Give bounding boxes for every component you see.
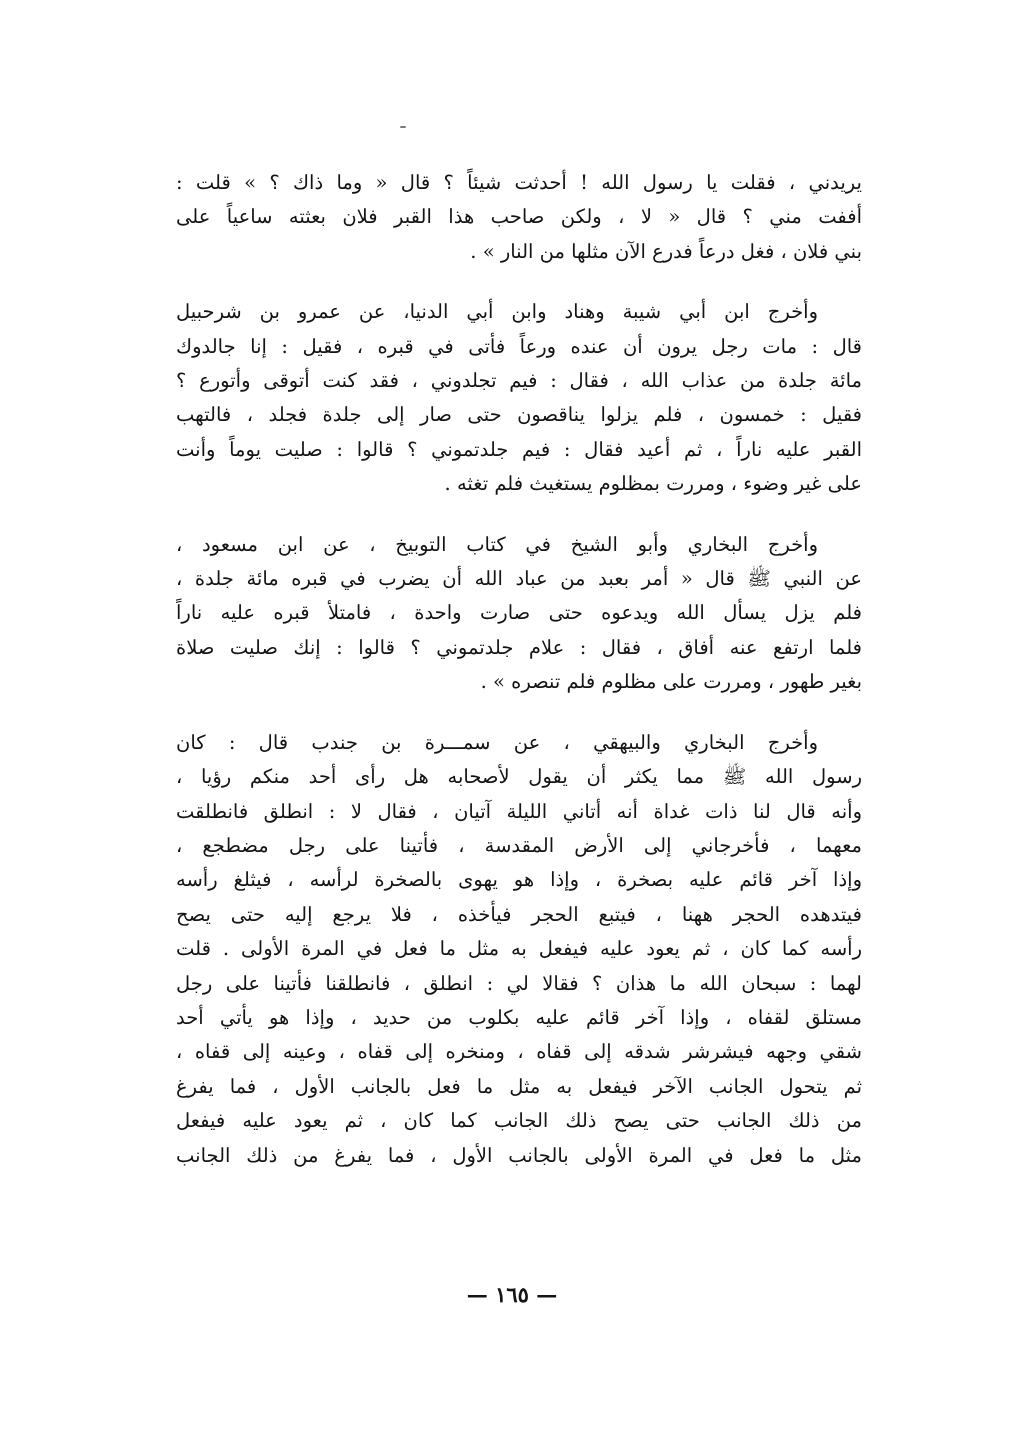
paragraph-samura-ibn-jundub — [176, 726, 862, 1173]
text-line: لهما : سبحان الله ما هذان ؟ فقالا لي : انطلق ، فانطلقنا فأتينا على رجل — [176, 971, 862, 995]
text-line: فيتدهده الحجر ههنا ، فيتبع الحجر فيأخذه ، فلا يرجع إليه حتى يصح — [176, 902, 862, 926]
text-line: وأخرج البخاري والبيهقي ، عن سمـــرة بن جندب قال : كان — [176, 730, 818, 754]
text-line: رسول الله ﷺ مما يكثر أن يقول لأصحابه هل رأى أحد منكم رؤيا ، — [176, 765, 862, 789]
paragraph-ibn-masud — [176, 528, 862, 700]
text-line: بغير طهور ، ومررت على مظلوم فلم تنصره » . — [480, 670, 862, 694]
text-line: من ذلك الجانب حتى يصح ذلك الجانب كما كان ، ثم يعود عليه فيفعل — [176, 1109, 862, 1133]
paragraph-amr-ibn-shurahbil — [176, 295, 862, 501]
paragraph-continuation — [176, 166, 862, 269]
text-line: مستلق لقفاه ، وإذا آخر قائم عليه بكلوب من حديد ، وإذا هو يأتي أحد — [176, 1005, 862, 1029]
text-line: شقي وجهه فيشرشر شدقه إلى قفاه ، ومنخره إلى قفاه ، وعينه إلى قفاه ، — [176, 1040, 862, 1064]
text-line: على غير وضوء ، ومررت بمظلوم يستغيث فلم تغثه . — [444, 472, 862, 496]
text-line: القبر عليه ناراً ، ثم أعيد فقال : فيم جلدتموني ؟ قالوا : صليت يوماً وأنت — [176, 437, 862, 461]
main-text — [176, 166, 862, 1173]
text-line: فقيل : خمسون ، فلم يزلوا يناقصون حتى صار إلى جلدة فجلد ، فالتهب — [176, 403, 862, 427]
text-line: رأسه كما كان ، ثم يعود عليه فيفعل به مثل ما فعل في المرة الأولى . قلت — [176, 937, 862, 961]
text-line: أففت مني ؟ قال « لا ، ولكن صاحب هذا القبر فلان بعثته ساعياً على — [176, 205, 862, 229]
text-line: وأنه قال لنا ذات غداة أنه أتاني الليلة آتيان ، فقال لا : انطلق فانطلقت — [176, 799, 862, 823]
text-line: عن النبي ﷺ قال « أمر بعبد من عباد الله أن يضرب في قبره مائة جلدة ، — [176, 567, 862, 591]
text-line: قال : مات رجل يرون أن عنده ورعاً فأتى في قبره ، فقيل : إنا جالدوك — [176, 334, 862, 358]
text-line: يريدني ، فقلت يا رسول الله ! أحدثت شيئاً ؟ قال « وما ذاك ؟ » قلت : — [176, 171, 862, 194]
text-line: بني فلان ، فغل درعاً فدرع الآن مثلها من النار » . — [470, 239, 862, 263]
text-line: ثم يتحول الجانب الآخر فيفعل به مثل ما فعل بالجانب الأول ، فما يفرغ — [176, 1074, 862, 1098]
text-line: مثل ما فعل في المرة الأولى بالجانب الأول ، فما يفرغ من ذلك الجانب — [176, 1143, 862, 1167]
text-line: وأخرج ابن أبي شيبة وهناد وابن أبي الدنيا، عن عمرو بن شرحبيل — [176, 300, 818, 324]
paragraph-gap — [176, 269, 862, 295]
text-line: وأخرج البخاري وأبو الشيخ في كتاب التوبيخ ، عن ابن مسعود ، — [176, 532, 818, 556]
text-line: معهما ، فأخرجاني إلى الأرض المقدسة ، فأتينا على رجل مضطجع ، — [176, 833, 862, 857]
paragraph-gap — [176, 502, 862, 528]
text-line: فلما ارتفع عنه أفاق ، فقال : علام جلدتموني ؟ قالوا : إنك صليت صلاة — [176, 635, 862, 659]
page-number: — ١٦٥ — — [466, 1282, 558, 1307]
scan-speck — [400, 126, 406, 128]
text-line: وإذا آخر قائم عليه بصخرة ، وإذا هو يهوى بالصخرة لرأسه ، فيثلغ رأسه — [176, 868, 862, 892]
paragraph-gap — [176, 700, 862, 726]
text-line: فلم يزل يسأل الله ويدعوه حتى صارت واحدة ، فامتلأ قبره عليه ناراً — [176, 601, 862, 625]
text-line: مائة جلدة من عذاب الله ، فقال : فيم تجلدوني ، فقد كنت أتوقى وأتورع ؟ — [176, 369, 862, 393]
